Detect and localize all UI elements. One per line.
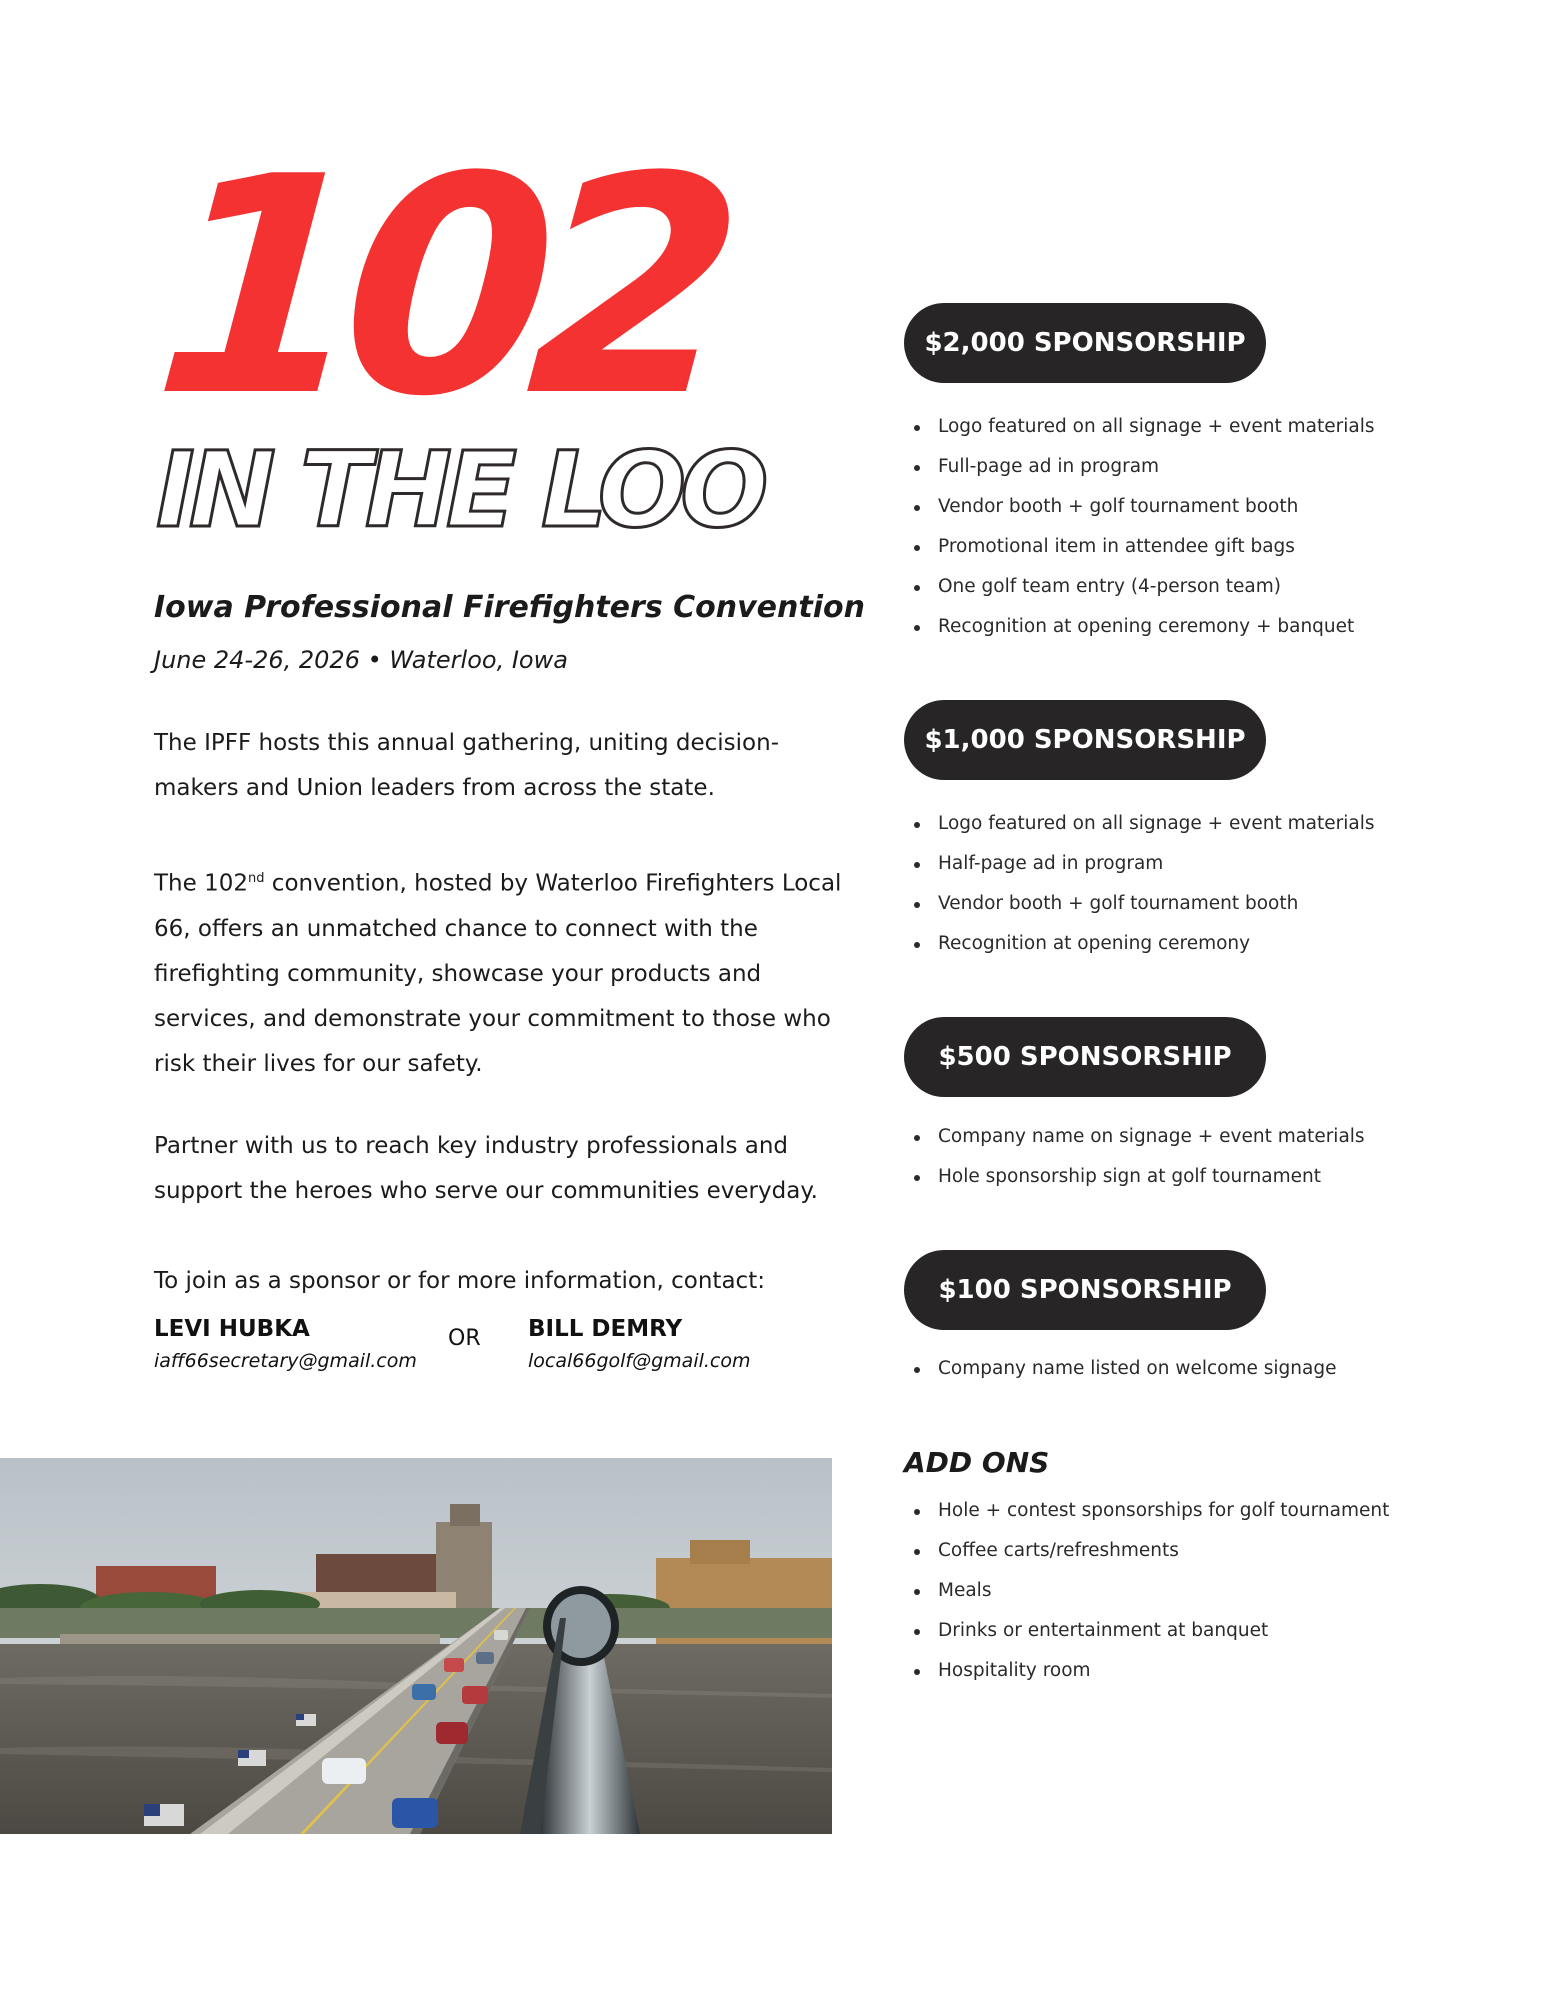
contact-name-bill: BILL DEMRY (528, 1316, 683, 1342)
sponsorship-2000-badge: $2,000 SPONSORSHIP (904, 303, 1266, 383)
convention-date-location: June 24-26, 2026 • Waterloo, Iowa (154, 646, 568, 674)
list-item: Drinks or entertainment at banquet (904, 1611, 1389, 1651)
list-item: Logo featured on all signage + event materials (904, 407, 1374, 447)
sponsorship-100-benefits (904, 1349, 1336, 1389)
addons-list (904, 1491, 1389, 1691)
list-item: Coffee carts/refreshments (904, 1531, 1389, 1571)
contact-name-levi: LEVI HUBKA (154, 1316, 310, 1342)
ordinal-suffix: nd (248, 871, 265, 886)
convention-paragraph (154, 856, 854, 1087)
contact-email-bill[interactable]: local66golf@gmail.com (528, 1350, 751, 1372)
list-item: Full-page ad in program (904, 447, 1374, 487)
contact-intro: To join as a sponsor or for more information, contact: (154, 1268, 765, 1294)
waterloo-bridge-photo (0, 1458, 832, 1834)
hero-subtitle: IN THE LOO (156, 429, 763, 551)
list-item: Vendor booth + golf tournament booth (904, 884, 1374, 924)
list-item: One golf team entry (4-person team) (904, 567, 1374, 607)
sponsorship-2000-benefits (904, 407, 1374, 647)
list-item: Hole + contest sponsorships for golf tournament (904, 1491, 1389, 1531)
sponsorship-1000-badge: $1,000 SPONSORSHIP (904, 700, 1266, 780)
list-item: Company name on signage + event materials (904, 1117, 1365, 1157)
list-item: Company name listed on welcome signage (904, 1349, 1336, 1389)
list-item: Recognition at opening ceremony (904, 924, 1374, 964)
list-item: Logo featured on all signage + event materials (904, 804, 1374, 844)
sponsorship-1000-benefits (904, 804, 1374, 964)
hero-number: 102 (146, 113, 731, 462)
convention-title: Iowa Professional Firefighters Convention (154, 590, 865, 625)
convention-paragraph-pre: The 102 (154, 870, 248, 897)
list-item: Vendor booth + golf tournament booth (904, 487, 1374, 527)
bridge-photo-illustration (0, 1458, 832, 1834)
contact-separator: OR (448, 1326, 481, 1351)
sponsorship-500-badge: $500 SPONSORSHIP (904, 1017, 1266, 1097)
contact-email-levi[interactable]: iaff66secretary@gmail.com (154, 1350, 417, 1372)
partner-paragraph: Partner with us to reach key industry professionals and support the heroes who serve our communities everyday. (154, 1133, 818, 1204)
sponsorship-500-benefits (904, 1117, 1365, 1197)
sponsorship-100-badge: $100 SPONSORSHIP (904, 1250, 1266, 1330)
list-item: Hospitality room (904, 1651, 1389, 1691)
addons-title: ADD ONS (904, 1446, 1050, 1479)
intro-paragraph: The IPFF hosts this annual gathering, uniting decision-makers and Union leaders from across the state. (154, 730, 779, 801)
list-item: Half-page ad in program (904, 844, 1374, 884)
list-item: Promotional item in attendee gift bags (904, 527, 1374, 567)
list-item: Hole sponsorship sign at golf tournament (904, 1157, 1365, 1197)
list-item: Meals (904, 1571, 1389, 1611)
list-item: Recognition at opening ceremony + banquet (904, 607, 1374, 647)
convention-paragraph-post: convention, hosted by Waterloo Firefighters Local 66, offers an unmatched chance to connect with the firefighting community, showcase your products and services, and demonstrate your commitment to those who risk their lives for our safety. (154, 870, 842, 1077)
